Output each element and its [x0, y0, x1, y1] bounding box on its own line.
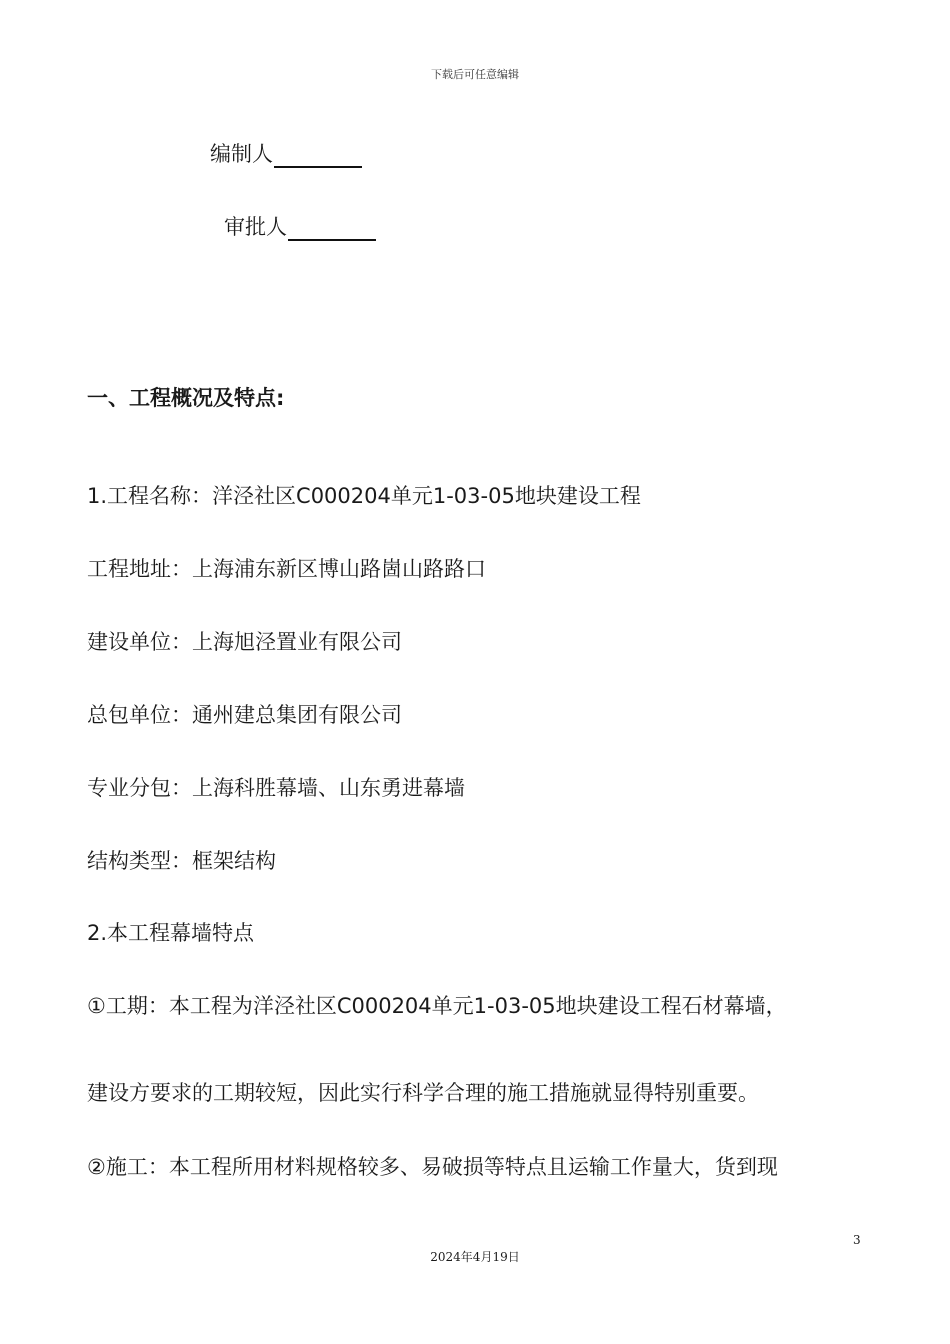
- subsection-title: 2.本工程幕墙特点: [87, 921, 255, 945]
- subcontractor-line: 专业分包：上海科胜幕墙、山东勇进幕墙: [87, 776, 465, 800]
- header-note: 下载后可任意编辑: [431, 68, 519, 81]
- compiler-label: 编制人: [210, 142, 273, 166]
- page-number: 3: [853, 1233, 861, 1247]
- general-contractor-line: 总包单位：通州建总集团有限公司: [87, 703, 402, 727]
- compiler-signature-line: [210, 138, 362, 168]
- owner-line: 建设单位：上海旭泾置业有限公司: [87, 630, 402, 654]
- project-name-line: 1.工程名称：洋泾社区C000204单元1-03-05地块建设工程: [87, 484, 641, 508]
- footer-date: 2024年4月19日: [430, 1250, 520, 1264]
- approver-blank: [288, 217, 376, 241]
- project-address-line: 工程地址：上海浦东新区博山路崮山路路口: [87, 557, 486, 581]
- approver-label: 审批人: [224, 215, 287, 239]
- construction-paragraph-line-1: ②施工：本工程所用材料规格较多、易破损等特点且运输工作量大，货到现: [87, 1155, 778, 1179]
- compiler-blank: [274, 144, 362, 168]
- section-title: 一、工程概况及特点:: [87, 386, 285, 410]
- schedule-paragraph-line-2: 建设方要求的工期较短，因此实行科学合理的施工措施就显得特别重要。: [87, 1081, 759, 1105]
- structure-type-line: 结构类型：框架结构: [87, 849, 276, 873]
- schedule-paragraph-line-1: ①工期：本工程为洋泾社区C000204单元1-03-05地块建设工程石材幕墙，: [87, 994, 787, 1018]
- approver-signature-line: [224, 211, 376, 241]
